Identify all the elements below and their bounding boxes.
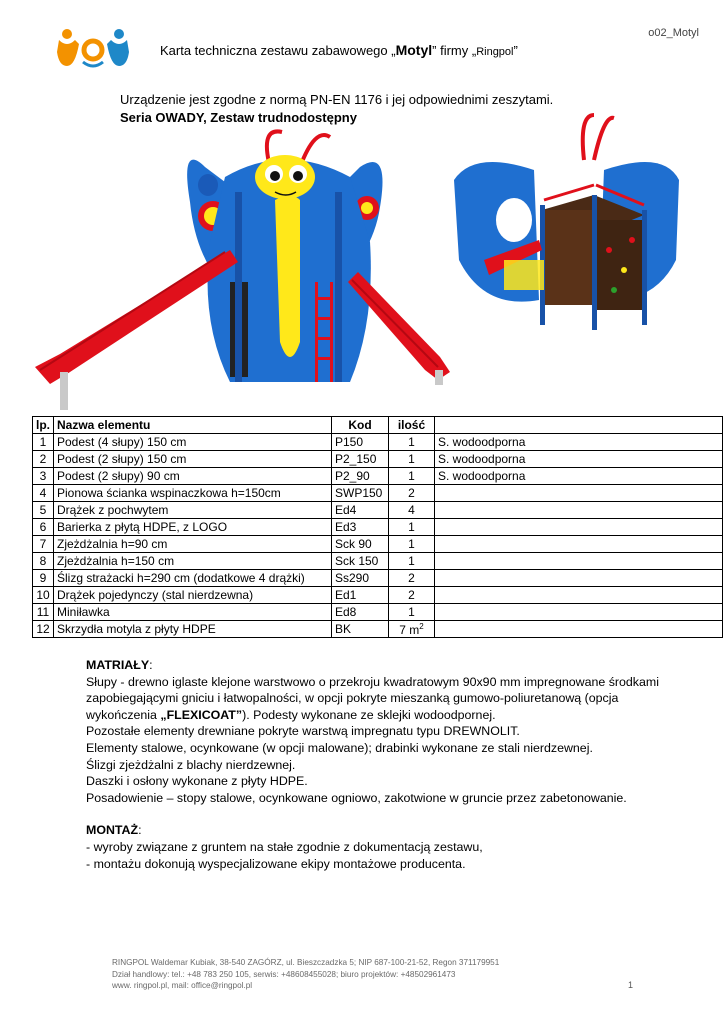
ringpol-logo <box>57 26 129 70</box>
cell-note <box>435 604 723 621</box>
cell-lp: 4 <box>33 485 54 502</box>
table-row <box>33 553 723 570</box>
table-header-row <box>33 417 723 434</box>
company-footer <box>112 957 499 992</box>
materials-heading-line <box>86 657 686 674</box>
cell-qty: 2 <box>389 587 435 604</box>
cell-lp: 3 <box>33 468 54 485</box>
cell-name: Ślizg strażacki h=290 cm (dodatkowe 4 drążki) <box>54 570 332 587</box>
table-row <box>33 519 723 536</box>
cell-lp: 9 <box>33 570 54 587</box>
cell-name: Skrzydła motyla z płyty HDPE <box>54 621 332 638</box>
cell-lp: 1 <box>33 434 54 451</box>
cell-code: P2_150 <box>332 451 389 468</box>
materials-line: Daszki i osłony wykonane z płyty HDPE. <box>86 774 308 789</box>
cell-qty: 1 <box>389 553 435 570</box>
cell-name: Podest (4 słupy) 150 cm <box>54 434 332 451</box>
cell-note <box>435 553 723 570</box>
cell-name: Podest (2 słupy) 90 cm <box>54 468 332 485</box>
montaz-heading: MONTAŻ <box>86 823 139 838</box>
materials-line: Pozostałe elementy drewniane pokryte warstwą impregnatu typu DREWNOLIT. <box>86 724 520 739</box>
table-row <box>33 570 723 587</box>
page-number: 1 <box>627 980 633 990</box>
montaz-heading-colon: : <box>138 823 142 838</box>
cell-qty: 4 <box>389 502 435 519</box>
materials-line: Posadowienie – stopy stalowe, ocynkowane ogniowo, zakotwione w gruncie przez zabetonowanie. <box>86 790 627 805</box>
cell-code: BK <box>332 621 389 638</box>
qty-value: 7 m <box>399 622 420 637</box>
cell-note <box>435 502 723 519</box>
table-row <box>33 587 723 604</box>
cell-lp: 12 <box>33 621 54 638</box>
cell-name: Barierka z płytą HDPE, z LOGO <box>54 519 332 536</box>
series-label: Seria OWADY, Zestaw trudnodostępny <box>120 110 357 125</box>
materials-heading: MATRIAŁY <box>86 658 150 672</box>
cell-qty <box>389 621 435 638</box>
cell-qty: 2 <box>389 570 435 587</box>
cell-lp: 11 <box>33 604 54 621</box>
posts-text-post: ). Podesty wykonane ze sklejki wodoodpornej. <box>242 707 496 722</box>
header-name: Nazwa elementu <box>54 417 332 434</box>
montaz-heading-line <box>86 822 686 839</box>
title-suffix: ” <box>513 43 518 58</box>
document-title <box>160 42 518 58</box>
table-row <box>33 468 723 485</box>
cell-code: Sck 150 <box>332 553 389 570</box>
cell-code: P2_90 <box>332 468 389 485</box>
table-row <box>33 536 723 553</box>
cell-note: S. wodoodporna <box>435 468 723 485</box>
playset-perspective-view-illustration <box>444 110 686 332</box>
cell-name: Miniławka <box>54 604 332 621</box>
cell-note <box>435 570 723 587</box>
title-mid: ” firmy „ <box>432 43 477 58</box>
posts-text-pre: Słupy - drewno iglaste klejone warstwowo o przekroju kwadratowym 90x90 mm impregnowane środkami zapobiegającymi gniciu i łatwopalności, w opcji pokryte mieszanką gumowo-poliuretanową (opcja wykończenia <box>86 674 659 722</box>
table-row <box>33 434 723 451</box>
footer-phones: Dział handlowy: tel.: +48 783 250 105, serwis: +48608455028; biuro projektów: +48502961473 <box>112 969 456 979</box>
cell-qty: 1 <box>389 434 435 451</box>
cell-note <box>435 485 723 502</box>
table-row <box>33 621 723 638</box>
cell-note: S. wodoodporna <box>435 434 723 451</box>
header-qty: ilość <box>389 417 435 434</box>
title-product: Motyl <box>395 42 433 58</box>
montaz-line: - wyroby związane z gruntem na stałe zgodnie z dokumentacją zestawu, <box>86 839 483 854</box>
title-brand: Ringpol <box>476 46 514 58</box>
posts-text-flexicoat: „FLEXICOAT” <box>160 707 243 722</box>
table-row <box>33 502 723 519</box>
cell-note <box>435 621 723 638</box>
cell-name: Pionowa ścianka wspinaczkowa h=150cm <box>54 485 332 502</box>
cell-qty: 1 <box>389 468 435 485</box>
footer-web-mail: www. ringpol.pl, mail: office@ringpol.pl <box>112 981 253 990</box>
cell-name: Drążek pojedynczy (stal nierdzewna) <box>54 587 332 604</box>
cell-name: Zjeżdżalnia h=90 cm <box>54 536 332 553</box>
cell-code: SWP150 <box>332 485 389 502</box>
cell-qty: 1 <box>389 604 435 621</box>
cell-lp: 6 <box>33 519 54 536</box>
materials-section <box>86 657 686 872</box>
header-code: Kod <box>332 417 389 434</box>
document-reference: o02_Motyl <box>648 27 699 39</box>
materials-heading-colon: : <box>149 658 153 672</box>
table-row <box>33 485 723 502</box>
header-lp: lp. <box>33 417 54 434</box>
montaz-line: - montażu dokonują wyspecjalizowane ekipy montażowe producenta. <box>86 856 466 871</box>
cell-qty: 1 <box>389 519 435 536</box>
cell-qty: 1 <box>389 451 435 468</box>
norm-statement: Urządzenie jest zgodne z normą PN-EN 1176 i jej odpowiednimi zeszytami. <box>120 92 554 107</box>
cell-code: Ed3 <box>332 519 389 536</box>
parts-table <box>32 416 723 638</box>
cell-lp: 2 <box>33 451 54 468</box>
cell-name: Drążek z pochwytem <box>54 502 332 519</box>
materials-line: Ślizgi zjeżdżalni z blachy nierdzewnej. <box>86 757 296 772</box>
materials-posts-text <box>86 674 686 724</box>
cell-note <box>435 536 723 553</box>
cell-note <box>435 519 723 536</box>
cell-qty: 2 <box>389 485 435 502</box>
cell-code: Sck 90 <box>332 536 389 553</box>
playset-front-view-illustration <box>30 122 470 412</box>
cell-lp: 8 <box>33 553 54 570</box>
qty-superscript: 2 <box>419 621 424 631</box>
header-note <box>435 417 723 434</box>
cell-name: Zjeżdżalnia h=150 cm <box>54 553 332 570</box>
cell-code: Ss290 <box>332 570 389 587</box>
footer-address: RINGPOL Waldemar Kubiak, 38-540 ZAGÓRZ, ul. Bieszczadzka 5; NIP 687-100-21-52, Regon 371179951 <box>112 958 500 967</box>
title-prefix: Karta techniczna zestawu zabawowego „ <box>160 43 396 58</box>
table-row <box>33 604 723 621</box>
table-row <box>33 451 723 468</box>
cell-note: S. wodoodporna <box>435 451 723 468</box>
cell-qty: 1 <box>389 536 435 553</box>
cell-code: Ed4 <box>332 502 389 519</box>
cell-code: P150 <box>332 434 389 451</box>
cell-name: Podest (2 słupy) 150 cm <box>54 451 332 468</box>
materials-line: Elementy stalowe, ocynkowane (w opcji malowane); drabinki wykonane ze stali nierdzewnej. <box>86 740 593 755</box>
cell-code: Ed8 <box>332 604 389 621</box>
cell-note <box>435 587 723 604</box>
cell-lp: 7 <box>33 536 54 553</box>
cell-code: Ed1 <box>332 587 389 604</box>
cell-lp: 5 <box>33 502 54 519</box>
cell-lp: 10 <box>33 587 54 604</box>
